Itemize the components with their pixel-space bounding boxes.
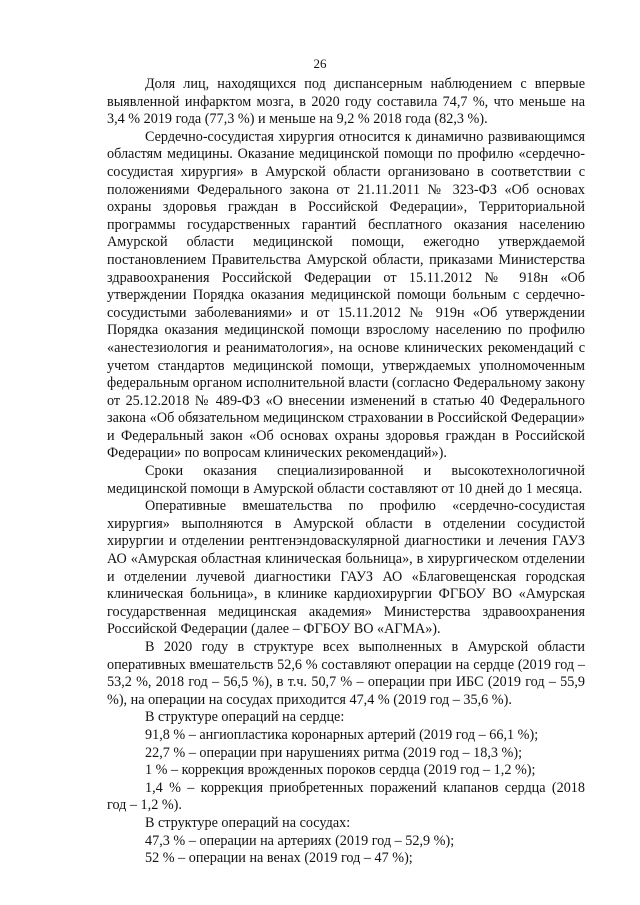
paragraph-cardiovascular-surgery: Сердечно-сосудистая хирургия относится к динамично развивающимся областям медицины. Оказание медицинской помощи по профилю «сердечно-сосудистая хирургия» в Амурской области организовано в соответствии с положениями Федерального закона от 21.11.2011 № 323-ФЗ «Об основах охраны здоровья граждан в Российской Федерации», Территориальной программы государственных гарантий бесплатного оказания населению Амурской области медицинской помощи, ежегодно утверждаемой постановлением Правительства Амурской области, приказами Министерства здравоохранения Российской Федерации от 15.11.2012 № 918н «Об утверждении Порядка оказания медицинской помощи больным с сердечно-сосудистыми заболеваниями» и от 15.11.2012 № 919н «Об утверждении Порядка оказания медицинской помощи взрослому населению по профилю «анестезиология и реаниматология», на основе клинических рекомендаций с учетом стандартов медицинской помощи, утверждаемых уполномоченным федеральным органом исполнительной власти (согласно Федеральному закону от 25.12.2018 № 489-ФЗ «О внесении изменений в статью 40 Федерального закона «Об обязательном медицинском страховании в Российской Федерации» и Федеральный закон «Об основах охраны здоровья граждан в Российской Федерации» по вопросам клинических рекомендаций»). — [107, 128, 585, 462]
page-number: 26 — [313, 56, 327, 71]
paragraph-operations-facilities: Оперативные вмешательства по профилю «сердечно-сосудистая хирургия» выполняются в Амурской области в отделении сосудистой хирургии и отделении рентгенэндоваскулярной диагностики и лечения ГАУЗ АО «Амурская областная клиническая больница», в хирургическом отделении и отделении лучевой диагностики ГАУЗ АО «Благовещенская городская клиническая больница», в клинике кардиохирургии ФГБОУ ВО «Амурская государственная медицинская академия» Министерства здравоохранения Российской Федерации (далее – ФГБОУ ВО «АГМА»). — [107, 498, 585, 638]
list-item: 1 % – коррекция врожденных пороков сердца (2019 год – 1,2 %); — [145, 762, 536, 779]
paragraph-care-terms: Сроки оказания специализированной и высокотехнологичной медицинской помощи в Амурской области составляют от 10 дней до 1 месяца. — [107, 463, 585, 497]
paragraph-operations-structure: В 2020 году в структуре всех выполненных в Амурской области оперативных вмешательств 52,6 % составляют операции на сердце (2019 год – 53,2 %, 2018 год – 56,5 %), в т.ч. 50,7 % – операции при ИБС (2019 год – 55,9 %), на операции на сосудах приходится 47,4 % (2019 год – 35,6 %). — [107, 639, 585, 708]
list-item: 91,8 % – ангиопластика коронарных артерий (2019 год – 66,1 %); — [145, 726, 539, 743]
list-item: 1,4 % – коррекция приобретенных поражений клапанов сердца (2018 год – 1,2 %). — [107, 779, 585, 814]
document-body — [107, 76, 585, 868]
list-item: 52 % – операции на венах (2019 год – 47 %); — [145, 850, 413, 867]
list-item: 47,3 % – операции на артериях (2019 год – 52,9 %); — [145, 832, 455, 849]
paragraph-dispensary: Доля лиц, находящихся под диспансерным наблюдением с впервые выявленной инфарктом мозга, в 2020 году составила 74,7 %, что меньше на 3,4 % 2019 года (77,3 %) и меньше на 9,2 % 2018 года (82,3 %). — [107, 76, 585, 128]
list-item: 22,7 % – операции при нарушениях ритма (2019 год – 18,3 %); — [145, 744, 523, 761]
heart-ops-heading: В структуре операций на сердце: — [145, 709, 345, 726]
vessel-ops-heading: В структуре операций на сосудах: — [145, 814, 351, 831]
